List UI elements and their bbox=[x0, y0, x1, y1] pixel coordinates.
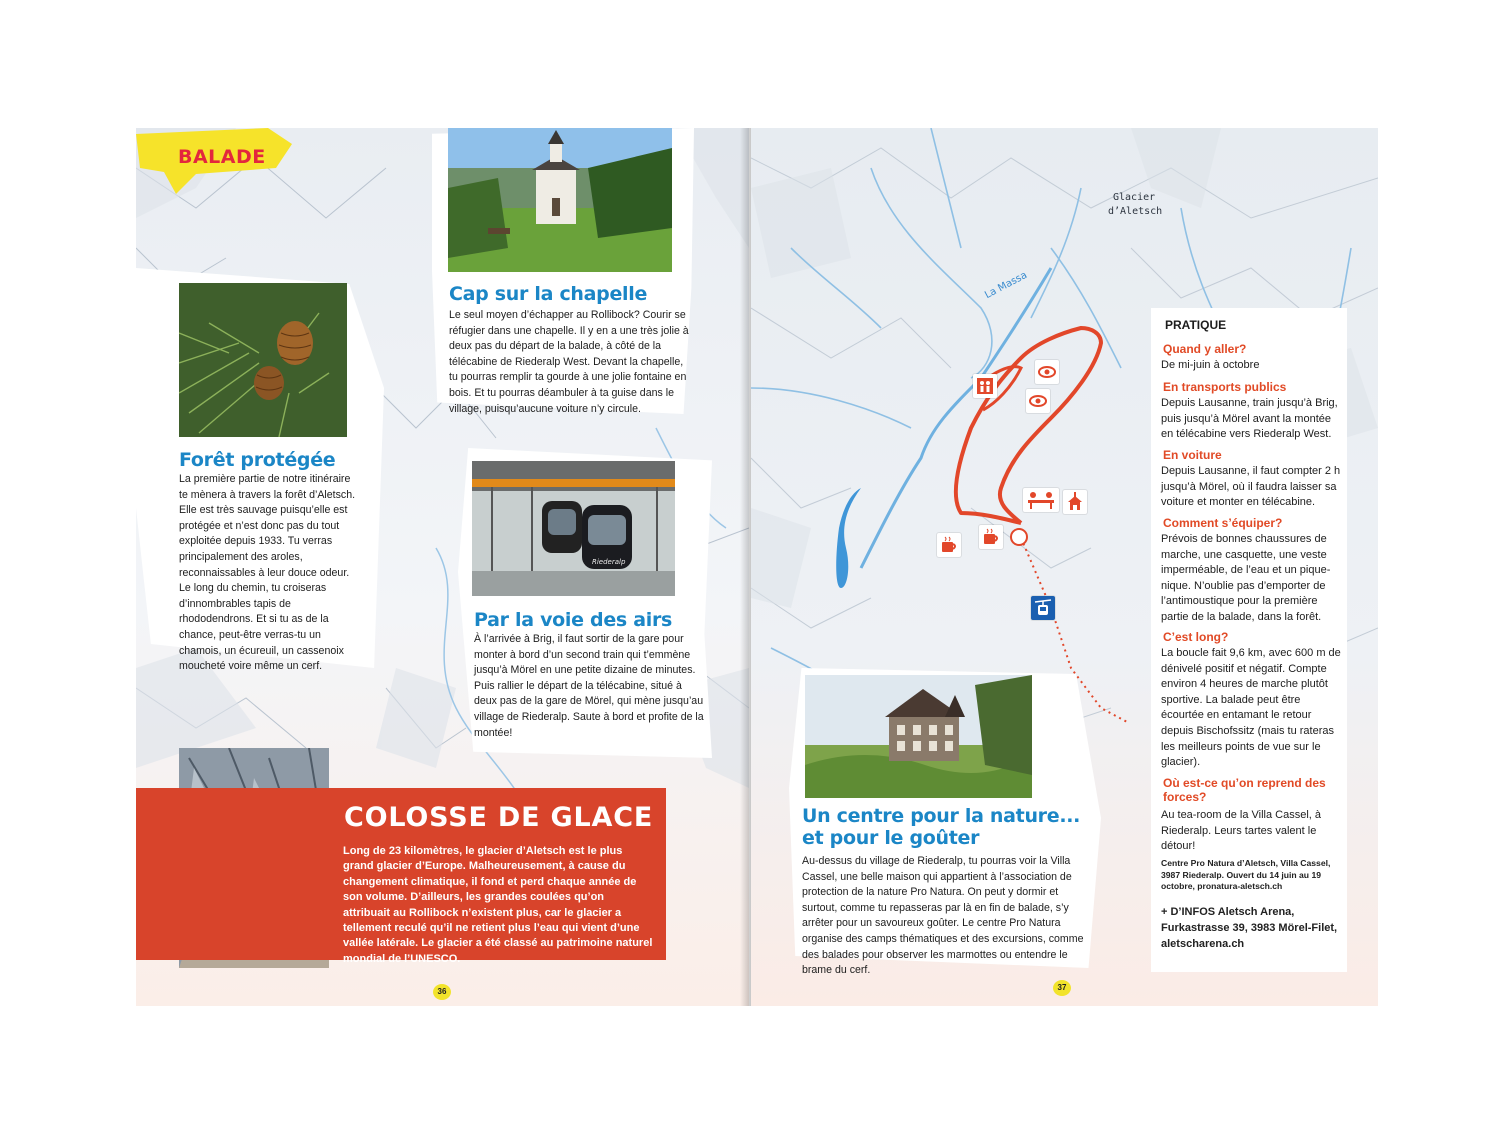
foret-title: Forêt protégée bbox=[179, 449, 336, 471]
family-icon bbox=[973, 374, 997, 398]
pratique-box bbox=[1151, 308, 1347, 972]
pratique-question: Comment s’équiper? bbox=[1163, 516, 1283, 530]
pratique-answer: Depuis Lausanne, il faut compter 2 h jusqu’à Mörel, où il faudra laisser sa voiture et monter en télécabine. bbox=[1161, 465, 1341, 509]
villa-cassel-photo bbox=[805, 675, 1032, 798]
nature-text: Au-dessus du village de Riederalp, tu pourras voir la Villa Cassel, une belle maison qui appartient à l’association de protection de la nature Pro Natura. On peut y dormir et surtout, comme tu repasseras par là en fin de balade, s’y arrêter pour un savoureux goûter. Le centre Pro Natura organise des camps thématiques et des excursions, comme des balades pour observer les marmottes ou entendre le brame du cerf. bbox=[802, 855, 1084, 977]
cable-car-icon bbox=[1031, 596, 1055, 620]
pine-cone-photo bbox=[179, 283, 347, 437]
pratique-question: C’est long? bbox=[1163, 630, 1229, 644]
coffee-icon bbox=[937, 533, 961, 557]
pratique-answer: Au tea-room de la Villa Cassel, à Riederalp. Leurs tartes valent le détour! bbox=[1161, 809, 1321, 853]
balade-badge bbox=[136, 128, 296, 194]
gondola-label: Riederalp bbox=[592, 558, 626, 566]
badge-label: BALADE bbox=[178, 146, 266, 168]
route-start-marker bbox=[1010, 528, 1028, 546]
page-number-right: 37 bbox=[1053, 980, 1071, 996]
pratique-answer: La boucle fait 9,6 km, avec 600 m de dénivelé positif et négatif. Compte environ 4 heures de marche plutôt sportive. La balade peut être écourtée en entamant le retour depuis Bischofssitz (mais tu rateras les meilleurs points de vue sur le glacier). bbox=[1161, 647, 1341, 769]
glacier-label-1: Glacier bbox=[1113, 192, 1156, 203]
pratique-infos: + D’INFOS Aletsch Arena, Furkastrasse 39, 3983 Mörel-Filet, aletscharena.ch bbox=[1161, 906, 1338, 950]
pratique-answer: Prévois de bonnes chaussures de marche, une casquette, une veste imperméable, de l’eau et un pique-nique. N’oublie pas d’emporter de l’antimoustique pour la première partie de la balade, dans la forêt. bbox=[1161, 533, 1331, 623]
cable-car-station-photo bbox=[472, 461, 675, 596]
pratique-address: Centre Pro Natura d’Aletsch, Villa Cassel, 3987 Riederalp. Ouvert du 14 juin au 19 octobre, pronatura-aletsch.ch bbox=[1161, 858, 1331, 892]
chapelle-title: Cap sur la chapelle bbox=[449, 283, 648, 305]
pratique-question: En voiture bbox=[1163, 448, 1222, 462]
right-page bbox=[751, 128, 1378, 1006]
chapelle-text: Le seul moyen d’échapper au Rollibock? Courir se réfugier dans une chapelle. Il y en a une très jolie à deux pas du départ de la balade, à côté de la télécabine de Riederalp West. Devant la chapelle, tu pourras remplir ta gourde à une jolie fontaine en bois. Et tu pourras déambuler à ta guise dans le village, puisqu’aucune voiture n’y circule. bbox=[449, 309, 689, 415]
voie-title: Par la voie des airs bbox=[474, 609, 673, 631]
foret-text: La première partie de notre itinéraire te mènera à travers la forêt d’Aletsch. Elle est très sauvage puisqu’elle est protégée et n’est donc pas du tout exploitée depuis 1933. Tu verras principalement des aroles, reconnaissables à leur douce odeur. Le long du chemin, tu croiseras d’innombrables tapis de rhododendrons. Et si tu as de la chance, peut-être verras-tu un chamois, un écureuil, un cassenoix moucheté voire même un cerf. bbox=[179, 473, 356, 673]
pratique-title: PRATIQUE bbox=[1165, 318, 1227, 332]
voie-text: À l’arrivée à Brig, il faut sortir de la gare pour monter à bord d’un second train qui t’emmène jusqu’à Mörel en une petite dizaine de minutes. Puis rallier le départ de la télécabine, situé à deux pas de la gare de Mörel, qui mène jusqu’au village de Riederalp. Saute à bord et profite de la montée! bbox=[474, 633, 704, 739]
picnic-icon bbox=[1023, 488, 1059, 512]
chapel-photo bbox=[448, 128, 672, 272]
pratique-answer: Depuis Lausanne, train jusqu’à Brig, puis jusqu’à Mörel avant la montée en télécabine vers Riederalp West. bbox=[1161, 397, 1338, 441]
pratique-question: En transports publics bbox=[1163, 380, 1287, 394]
nature-title-1: Un centre pour la nature... bbox=[802, 805, 1081, 827]
glacier-label-2: d’Aletsch bbox=[1108, 206, 1163, 217]
colosse-text: Long de 23 kilomètres, le glacier d’Aletsch est le plus grand glacier d’Europe. Malheureusement, à cause du changement climatique, il fond et perd chaque année de son volume. D’ailleurs, les grandes coulées qu’on attribuait au Rollibock n’existent plus, car le glacier a tellement reculé qu’il ne retient plus l’eau qui vient d’une vallée latérale. Le glacier a été classé au patrimoine naturel mondial de l’UNESCO. bbox=[343, 845, 653, 965]
coffee-icon bbox=[979, 525, 1003, 549]
river-label: La Massa bbox=[983, 269, 1030, 302]
pratique-question: Où est-ce qu’on reprend des forces? bbox=[1163, 776, 1326, 804]
colosse-panel bbox=[136, 788, 666, 965]
colosse-title: COLOSSE DE GLACE bbox=[344, 802, 654, 833]
chapel-icon bbox=[1063, 490, 1087, 514]
page-number-left: 36 bbox=[433, 984, 451, 1000]
left-page bbox=[136, 128, 749, 1006]
binoculars-icon bbox=[1035, 360, 1059, 384]
pratique-question: Quand y aller? bbox=[1163, 342, 1247, 356]
binoculars-icon bbox=[1026, 389, 1050, 413]
nature-title-2: et pour le goûter bbox=[802, 827, 980, 849]
pratique-answer: De mi-juin à octobre bbox=[1161, 359, 1260, 371]
